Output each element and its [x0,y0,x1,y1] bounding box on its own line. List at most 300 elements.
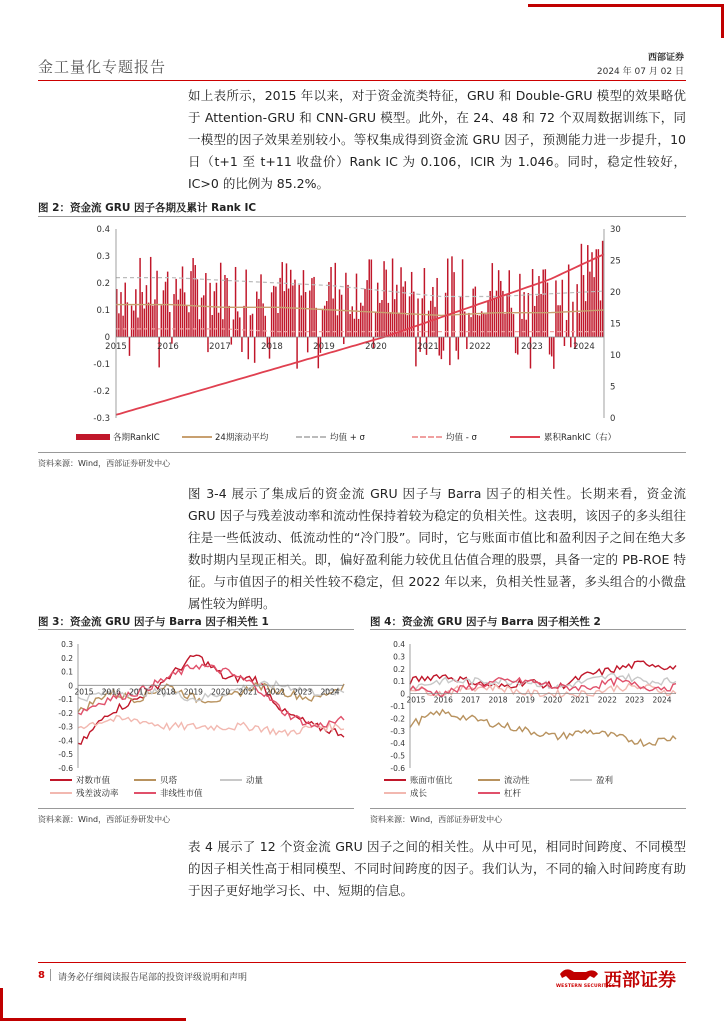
ic-bar [407,315,408,337]
legend-label: 累积RankIC（右） [544,433,617,443]
ic-bar [375,312,376,337]
legend-label: 非线性市值 [160,789,203,799]
ic-bar [390,312,391,337]
ic-bar [534,306,535,337]
figure-3-chart [38,636,354,776]
ic-bar [447,259,448,337]
ic-bar [366,280,367,337]
ic-bar [559,305,560,337]
legend-swatch-dash [412,436,442,438]
ic-bar [362,306,363,337]
ic-bar [262,303,263,337]
ic-bar [324,306,325,337]
legend-label: 残差波动率 [76,789,119,799]
ic-bar [313,277,314,337]
y-right-tick-label: 25 [610,256,621,267]
ic-bar [368,259,369,337]
x-tick-label: 2021 [238,687,258,697]
ic-bar [506,294,507,337]
brand-chinese: 西部证券 [604,970,676,991]
ic-bar [532,269,533,337]
ic-bar [564,337,565,346]
ic-bar [277,313,278,337]
top-right-corner-bar [528,4,724,7]
ic-bar [129,337,130,356]
ic-bar [570,337,571,347]
y-tick-label: 0.1 [96,306,110,316]
ic-bar [241,337,242,352]
ic-bar [436,278,437,337]
figure-3-top-rule [38,629,354,630]
figure-3-title: 图 3：资金流 GRU 因子与 Barra 因子相关性 1 [38,616,269,628]
ic-bar [356,274,357,337]
ic-bar [258,299,259,337]
ic-bar [470,317,471,337]
ic-bar [192,258,193,337]
x-tick-label: 2018 [156,687,176,697]
ic-bar [542,270,543,337]
ic-bar [591,252,592,337]
ic-bar [260,274,261,337]
y-tick-label: 0.3 [393,652,405,662]
ic-bar [455,337,456,351]
y-right-tick-label: 30 [610,225,621,235]
ic-bar [515,337,516,353]
ic-bar [271,292,272,337]
ic-bar [545,269,546,337]
x-tick-label: 2022 [265,687,285,697]
ic-bar [462,259,463,337]
ic-bar [243,306,244,337]
legend-label: 流动性 [504,776,530,786]
ic-bar [205,273,206,337]
ic-bar [214,291,215,337]
ic-bar [211,315,212,337]
ic-bar [551,337,552,356]
legend-label: 盈利 [596,776,614,786]
y-tick-label: -0.6 [390,764,405,773]
ic-bar [286,263,287,337]
ic-bar [139,258,140,337]
ic-bar [593,277,594,337]
ic-bar [156,271,157,337]
x-tick-label: 2019 [313,342,335,352]
ic-bar [343,337,344,344]
ic-bar [513,314,514,337]
ic-bar [489,291,490,337]
y-tick-label: 0.3 [61,640,73,649]
legend-label: 杠杆 [504,789,522,799]
ic-bar [220,263,221,337]
ic-bar [481,311,482,337]
ic-bar [341,295,342,337]
figure-2-top-rule [38,216,686,217]
ic-bar [392,258,393,337]
ic-bar [466,337,467,349]
ic-bar [305,292,306,337]
legend-swatch-line [510,436,540,438]
ic-bar [222,319,223,337]
ic-bar [562,280,563,337]
figure-3-legend [50,774,350,804]
x-tick-label: 2023 [521,342,543,352]
legend-swatch [134,792,156,794]
ic-bar [311,278,312,337]
legend-swatch [478,792,500,794]
figure-2-bottom-rule [38,452,686,453]
y-tick-label: 0.4 [96,225,110,235]
legend-swatch [384,779,406,781]
ic-bar [441,337,442,359]
ic-bar [152,306,153,337]
y-right-tick-label: 10 [610,351,621,361]
figure-3-source: 资料来源：Wind，西部证券研发中心 [38,815,171,824]
ic-bar [307,337,308,352]
mean-plus-sigma-line [116,278,604,297]
ic-bar [288,289,289,337]
ic-bar [388,303,389,337]
ic-bar [182,266,183,337]
y-tick-label: 0 [400,689,405,699]
ic-bar [521,319,522,337]
x-tick-label: 2015 [105,342,127,352]
ic-bar [502,291,503,337]
ic-bar [557,305,558,337]
ic-bar [265,316,266,337]
report-series-title: 金工量化专题报告 [38,58,167,76]
ic-bar [589,272,590,337]
ic-bar [195,265,196,337]
legend-label: 账面市值比 [410,776,453,786]
legend-swatch [478,779,500,781]
y-tick-label: 0 [104,333,110,343]
ic-bar [330,267,331,337]
y-right-tick-label: 5 [610,382,616,393]
ic-bar [133,311,134,337]
figure-2-source: 资料来源：Wind，西部证券研发中心 [38,459,171,468]
legend-swatch-dash [296,436,326,438]
x-tick-label: 2017 [461,695,481,705]
ic-bar [239,317,240,337]
ic-bar [122,316,123,337]
ic-bar [583,275,584,337]
x-tick-label: 2016 [101,687,121,697]
legend-swatch [134,779,156,781]
ic-bar [371,260,372,337]
ic-bar [377,283,378,337]
ic-bar [409,296,410,337]
legend-swatch [220,779,242,781]
ic-bar [553,337,554,369]
ic-bar [400,267,401,337]
x-tick-label: 2021 [570,695,590,705]
ic-bar [579,313,580,337]
ic-bar [235,267,236,337]
ic-bar [188,312,189,337]
ic-bar [118,313,119,337]
ic-bar [547,283,548,337]
ic-bar [237,311,238,337]
ic-bar [596,249,597,337]
y-tick-label: 0.1 [393,677,405,687]
ic-bar [292,285,293,337]
ic-bar [339,289,340,337]
ic-bar [322,309,323,337]
ic-bar [538,276,539,337]
ic-bar [549,337,550,354]
ic-bar [290,270,291,337]
x-tick-label: 2019 [183,687,203,697]
ic-bar [131,306,132,337]
legend-label: 24期滚动平均 [215,433,269,443]
ic-bar [383,261,384,337]
ic-bar [175,279,176,337]
y-tick-label: 0.2 [61,653,73,663]
ic-bar [345,273,346,337]
ic-bar [422,298,423,337]
ic-bar [449,337,450,365]
ic-bar [364,289,365,337]
figure-3-bottom-rule [38,808,354,809]
legend-swatch [570,779,592,781]
ic-bar [315,308,316,337]
ic-bar [281,262,282,337]
x-tick-label: 2024 [320,687,340,697]
ic-bar [228,306,229,337]
y-tick-label: 0.2 [96,279,110,289]
y-tick-label: -0.3 [93,414,110,424]
ic-bar [120,292,121,337]
ic-bar [135,289,136,337]
page-number: 8 [38,970,45,981]
legend-label: 对数市值 [76,776,111,786]
figure-4-chart [370,636,686,776]
legend-swatch [50,779,72,781]
ic-bar [472,289,473,337]
ic-bar [186,305,187,337]
y-tick-label: 0.2 [393,664,405,674]
legend-label: 动量 [246,776,264,786]
ic-bar [525,320,526,337]
header-divider [38,80,686,81]
x-tick-label: 2024 [573,342,595,352]
y-right-tick-label: 20 [610,288,621,298]
ic-bar [245,270,246,337]
x-tick-label: 2020 [365,342,387,352]
y-tick-label: -0.2 [390,714,405,724]
series-line [78,655,344,744]
y-tick-label: -0.1 [58,695,73,705]
series-line [410,710,676,746]
ic-bar [443,337,444,351]
ic-bar [464,312,465,337]
paragraph-2: 图 3-4 展示了集成后的资金流 GRU 因子与 Barra 因子的相关性。长期来看，资金流 GRU 因子与残差波动率和流动性保持着较为稳定的负相关性。这表明，该因子的多头组往往是一些低波动、低流动性的“冷门股”。同时，它与账面市值比和盈利因子之间在绝大多数时期内呈现正相关。即，偏好盈利能力较优且估值合理的股票，具备一定的 PB-ROE 特征。与市值因子的相关性较不稳定，但 2022 年以来，负相关性显著，多头组合的小微盘属性较为鲜明。 [188,486,686,611]
bottom-left-corner-bar [0,1018,186,1021]
x-tick-label: 2024 [652,695,672,705]
paragraph-1: 如上表所示，2015 年以来，对于资金流类特征，GRU 和 Double-GRU 模型的效果略优于 Attention-GRU 和 CNN-GRU 模型。此外，在 24、48 和 72 个双周数据训练下，同一模型的因子效果差别较小。等权集成得到资金流 GRU 因子，预测能力进一步提升，10 日（t+1 至 t+11 收盘价）Rank IC 为 0.106，ICIR 为 1.046。同时，稳定性较好，IC>0 的比例为 85.2%。 [188,88,686,191]
ic-bar [284,291,285,337]
ic-bar [163,290,164,337]
ic-bar [358,319,359,337]
ic-bar [568,265,569,337]
x-tick-label: 2017 [129,687,149,697]
ic-bar [483,313,484,337]
ic-bar [201,298,202,337]
ic-bar [349,314,350,337]
figure-4-title: 图 4：资金流 GRU 因子与 Barra 因子相关性 2 [370,616,601,628]
ic-bar [190,271,191,337]
ic-bar [528,293,529,337]
ic-bar [398,313,399,337]
ic-bar [180,289,181,337]
header-company: 西部证券 [647,53,684,63]
figure-4-legend [384,774,684,804]
brand-english: WESTERN SECURITIES [556,984,616,989]
legend-label: 均值 - σ [446,433,477,443]
y-tick-label: 0.3 [96,252,110,262]
y-right-tick-label: 15 [610,319,621,330]
legend-label: 成长 [410,789,428,799]
ic-bar [169,312,170,337]
ic-bar [141,292,142,337]
figure-4-bottom-rule [370,808,686,809]
legend-label: 贝塔 [160,776,178,786]
x-tick-label: 2018 [488,695,508,705]
company-logo [556,964,692,994]
ic-bar [509,270,510,337]
ic-bar [273,286,274,337]
ic-bar [475,287,476,337]
x-tick-label: 2020 [211,687,231,697]
bottom-left-corner-bar-vertical [0,988,3,1021]
ic-bar [453,272,454,337]
x-tick-label: 2015 [406,695,426,705]
ic-bar [587,245,588,337]
legend-swatch [384,792,406,794]
ic-bar [301,295,302,337]
y-tick-label: -0.6 [58,764,73,773]
y-tick-label: 0.1 [61,667,73,677]
legend-label: 均值 + σ [330,433,365,443]
paragraph-3: 表 4 展示了 12 个资金流 GRU 因子之间的相关性。从中可见，相同时间跨度、不同模型的因子相关性高于相同模型、不同时间跨度的因子。我们认为，不同的输入时间跨度有助于因子更好地学习长、中、短期的信息。 [188,839,686,898]
y-tick-label: 0 [68,681,73,691]
legend-swatch [50,792,72,794]
ic-bar [424,268,425,337]
ic-bar [252,314,253,337]
ic-bar [498,270,499,337]
y-tick-label: -0.5 [58,750,73,760]
ic-bar [394,299,395,337]
x-tick-label: 2022 [597,695,617,705]
ic-bar [161,305,162,337]
ic-bar [477,315,478,337]
ic-bar [199,319,200,337]
x-tick-label: 2015 [74,687,94,697]
figure-2-chart [38,218,686,448]
y-tick-label: -0.3 [58,722,73,732]
x-tick-label: 2020 [543,695,563,705]
y-tick-label: -0.4 [58,736,73,746]
ic-bar [298,285,299,337]
x-tick-label: 2019 [515,695,535,705]
x-tick-label: 2023 [293,687,313,697]
ic-bar [173,294,174,337]
y-tick-label: 0.4 [393,640,405,649]
ic-bar [385,270,386,337]
ic-bar [254,337,255,363]
x-tick-label: 2017 [209,342,231,352]
x-tick-label: 2022 [469,342,491,352]
ic-bar [335,263,336,337]
x-tick-label: 2016 [157,342,179,352]
figure-4-source: 资料来源：Wind，西部证券研发中心 [370,815,503,824]
y-right-tick-label: 0 [610,414,616,424]
x-tick-label: 2023 [625,695,645,705]
x-tick-label: 2016 [433,695,453,705]
y-tick-label: -0.1 [390,702,405,711]
ic-bar [458,337,459,359]
ic-bar [296,337,297,369]
figure-2-title: 图 2：资金流 GRU 因子各期及累计 Rank IC [38,202,257,214]
ic-bar [517,337,518,355]
footer-divider-pipe [50,969,51,981]
y-tick-label: -0.3 [390,726,405,736]
ic-bar [536,296,537,337]
ic-bar [523,292,524,337]
ic-bar [540,294,541,337]
footer-disclaimer: 请务必仔细阅读报告尾部的投资评级说明和声明 [58,973,248,983]
ic-bar [137,318,138,337]
x-tick-label: 2021 [417,342,439,352]
ic-bar [432,287,433,337]
ic-bar [248,337,249,359]
ic-bar [581,244,582,337]
ic-bar [148,303,149,337]
ic-bar [379,303,380,337]
ic-bar [485,314,486,337]
y-tick-label: -0.2 [93,387,110,397]
y-tick-label: -0.2 [58,708,73,718]
ic-bar [479,316,480,337]
y-tick-label: -0.5 [390,751,405,761]
ic-bar [144,309,145,337]
ic-bar [500,281,501,337]
ic-bar [354,319,355,337]
ic-bar [218,313,219,337]
bull-logo-icon [556,964,600,986]
ic-bar [519,274,520,337]
legend-swatch-bar [76,434,110,440]
ic-bar [460,297,461,337]
footer-rule [38,962,686,963]
ic-bar [468,313,469,337]
legend-swatch-line [182,436,212,438]
ic-bar [233,319,234,337]
ic-bar [224,275,225,337]
ic-bar [555,280,556,337]
x-tick-label: 2018 [261,342,283,352]
header-date: 2024 年 07 月 02 日 [596,67,684,77]
ic-bar [250,315,251,337]
ic-bar [127,302,128,337]
ic-bar [303,270,304,337]
ic-bar [598,249,599,337]
ic-bar [203,295,204,337]
y-tick-label: -0.1 [93,360,110,370]
ic-bar [275,287,276,337]
ic-bar [566,320,567,337]
ic-bar [337,315,338,337]
